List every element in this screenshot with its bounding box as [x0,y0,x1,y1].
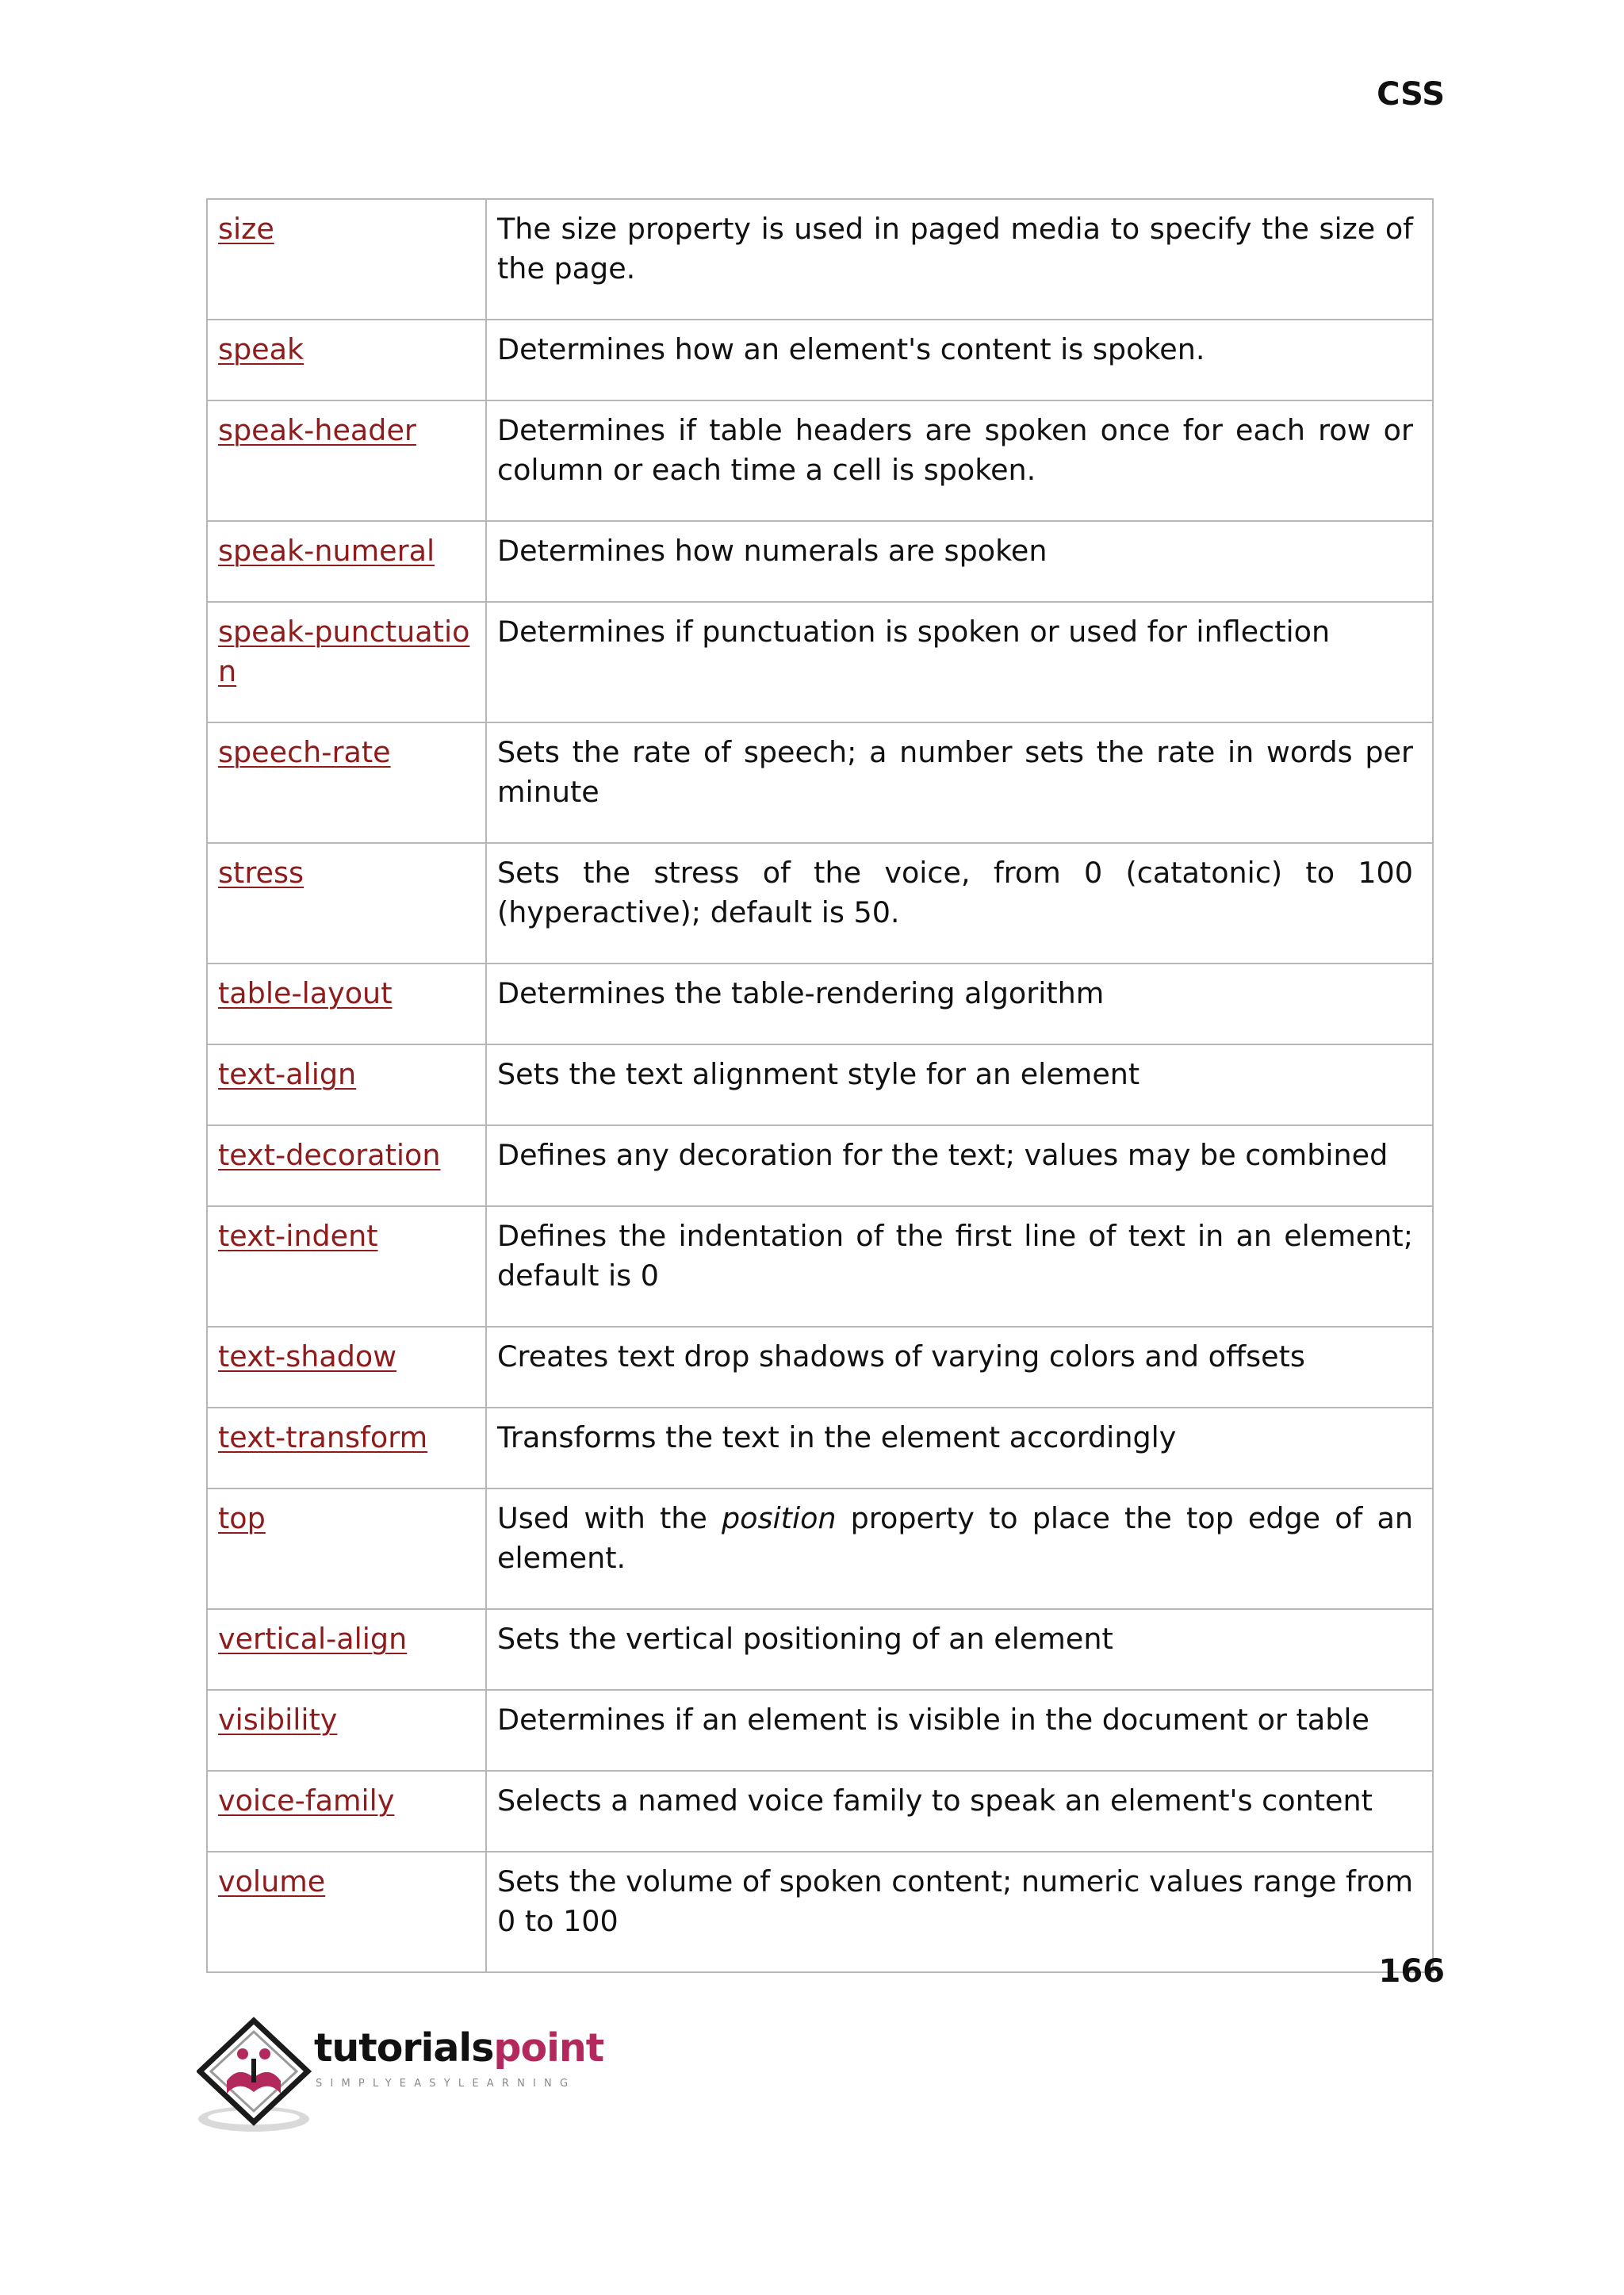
table-row [207,1771,1433,1852]
description-text: property to place the top edge of an element. [497,1501,1413,1575]
tutorialspoint-logo [197,2014,609,2141]
property-link[interactable]: speak [218,332,304,366]
property-description: Sets the rate of speech; a number sets the rate in words per minute [486,722,1433,843]
property-name-cell [207,400,486,521]
property-link[interactable]: top [218,1501,266,1535]
property-link[interactable]: text-decoration [218,1138,441,1172]
css-properties-table [206,198,1434,1973]
table-row [207,199,1433,320]
property-description: Creates text drop shadows of varying colors and offsets [486,1327,1433,1408]
property-link[interactable]: speak-header [218,413,416,447]
property-description: Determines if table headers are spoken once for each row or column or each time a cell is spoken. [486,400,1433,521]
property-description: The size property is used in paged media to specify the size of the page. [486,199,1433,320]
table-row [207,843,1433,964]
description-emphasis: position [721,1501,837,1535]
property-description: Defines the indentation of the first line of text in an element; default is 0 [486,1206,1433,1327]
property-description: Determines how an element's content is spoken. [486,320,1433,400]
property-name-cell [207,521,486,602]
property-link[interactable]: speech-rate [218,735,391,769]
logo-wordmark [314,2025,604,2071]
property-description: Determines the table-rendering algorithm [486,964,1433,1044]
logo-word-main: tutorials [314,2025,494,2071]
property-link[interactable]: text-transform [218,1420,428,1454]
property-name-cell [207,1206,486,1327]
property-link[interactable]: visibility [218,1703,338,1737]
property-description [486,1488,1433,1609]
property-link[interactable]: text-align [218,1057,357,1091]
table-row [207,964,1433,1044]
property-name-cell [207,1852,486,1972]
table-row [207,1690,1433,1771]
property-name-cell [207,1771,486,1852]
property-link[interactable]: speak-punctuation [218,615,470,688]
table-row [207,400,1433,521]
table-row [207,1125,1433,1206]
property-name-cell [207,722,486,843]
table-row [207,521,1433,602]
property-link[interactable]: table-layout [218,976,393,1010]
logo-mark-icon [197,2014,316,2141]
property-link[interactable]: text-shadow [218,1339,397,1374]
table-row [207,320,1433,400]
property-description: Selects a named voice family to speak an element's content [486,1771,1433,1852]
property-description: Sets the vertical positioning of an element [486,1609,1433,1690]
property-description: Transforms the text in the element accordingly [486,1408,1433,1488]
property-description: Determines if punctuation is spoken or used for inflection [486,602,1433,722]
property-description: Sets the stress of the voice, from 0 (catatonic) to 100 (hyperactive); default is 50. [486,843,1433,964]
table-row [207,1408,1433,1488]
property-name-cell [207,1488,486,1609]
property-link[interactable]: stress [218,856,304,890]
table-row [207,1327,1433,1408]
logo-word-accent: point [493,2025,604,2071]
property-name-cell [207,1044,486,1125]
property-name-cell [207,602,486,722]
property-link[interactable]: vertical-align [218,1622,408,1656]
property-description: Sets the text alignment style for an element [486,1044,1433,1125]
property-name-cell [207,1609,486,1690]
table-row [207,722,1433,843]
table-row [207,1609,1433,1690]
table-row [207,1044,1433,1125]
property-description: Defines any decoration for the text; values may be combined [486,1125,1433,1206]
table-row [207,602,1433,722]
property-name-cell [207,1125,486,1206]
running-header-title: CSS [1377,76,1445,113]
property-link[interactable]: size [218,212,274,246]
property-name-cell [207,1408,486,1488]
property-link[interactable]: voice-family [218,1784,395,1818]
property-name-cell [207,320,486,400]
property-name-cell [207,1327,486,1408]
property-name-cell [207,199,486,320]
table-row [207,1852,1433,1972]
logo-tagline: SIMPLYEASYLEARNING [316,2078,576,2090]
property-link[interactable]: text-indent [218,1219,378,1253]
property-link[interactable]: speak-numeral [218,534,435,568]
property-name-cell [207,1690,486,1771]
description-text: Used with the [497,1501,722,1535]
property-description: Determines how numerals are spoken [486,521,1433,602]
page-number: 166 [1378,1953,1445,1990]
property-description: Determines if an element is visible in the document or table [486,1690,1433,1771]
table-row [207,1206,1433,1327]
table-row [207,1488,1433,1609]
property-link[interactable]: volume [218,1864,326,1898]
property-name-cell [207,843,486,964]
property-name-cell [207,964,486,1044]
property-description: Sets the volume of spoken content; numeric values range from 0 to 100 [486,1852,1433,1972]
